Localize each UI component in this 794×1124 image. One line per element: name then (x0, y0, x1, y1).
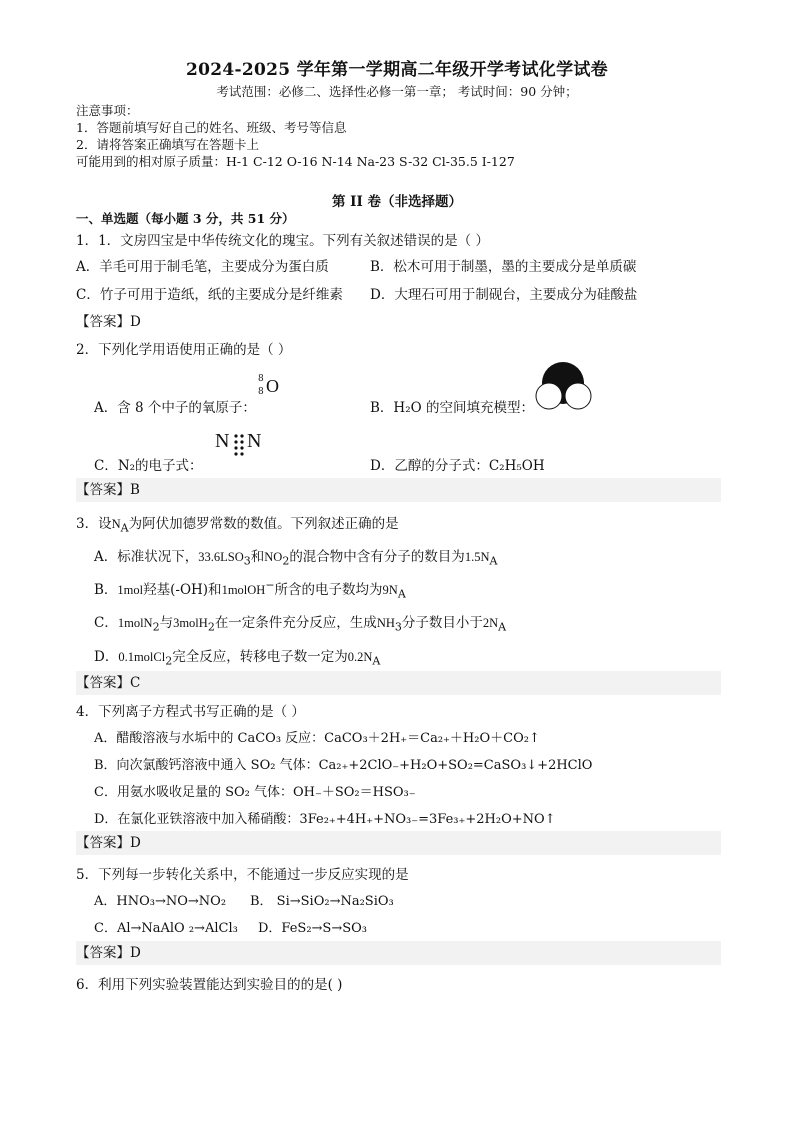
q3-na-sub: A (120, 521, 129, 535)
q3-c-f3-sub: 3 (394, 620, 402, 634)
q2-electron-formula-n-left: N (215, 430, 230, 452)
q2-stem: 2．下列化学用语使用正确的是（ ） (76, 342, 292, 358)
q3-b-f2: 1molOH (221, 583, 266, 597)
q3-a-post: 的混合物中含有分子的数目为 (289, 549, 465, 565)
q2-option-c: C．N₂的电子式： (94, 458, 203, 474)
q3-c-val-sub: A (498, 620, 507, 634)
q3-a-mid: 和 (250, 549, 265, 565)
q4-option-b: B．向次氯酸钙溶液中通入 SO₂ 气体：Ca₂₊+2ClO₋+H₂O+SO₂=CaSO₃↓+2HClO (94, 758, 593, 773)
q1-option-c: C．竹子可用于造纸，纸的主要成分是纤维素 (76, 287, 343, 303)
q5-option-d: D．FeS₂→S→SO₃ (258, 921, 368, 936)
exam-title: 2024-2025 学年第一学期高二年级开学考试化学试卷 (185, 60, 608, 80)
notes-heading: 注意事项： (76, 103, 139, 118)
part-heading: 一、单选题（每小题 3 分，共 51 分） (76, 211, 295, 226)
q3-b-val-sub: A (397, 587, 406, 601)
q5-answer: 【答案】D (76, 941, 721, 965)
q2-electron-formula-n-right: N (247, 430, 262, 452)
q3-a-f2-sub: 2 (282, 554, 290, 568)
q3-c-f2-sub: 2 (207, 620, 215, 634)
q3-option-b (94, 578, 406, 601)
q3-d-val-sub: A (372, 654, 381, 668)
q3-na: N (111, 517, 121, 531)
q4-option-a: A．醋酸溶液与水垢中的 CaCO₃ 反应：CaCO₃＋2H₊＝Ca₂₊＋H₂O＋CO₂↑ (94, 731, 540, 746)
q6-stem: 6．利用下列实验装置能达到实验目的的是( ) (76, 977, 343, 993)
q3-d-pre: D． (94, 649, 119, 665)
q4-answer: 【答案】D (76, 831, 721, 855)
notes-item-2: 2．请将答案正确填写在答题卡上 (76, 137, 259, 152)
q2-option-d: D．乙醇的分子式：C₂H₅OH (370, 458, 545, 474)
q3-a-f1: 33.6LSO (198, 550, 244, 564)
q3-a-f1-sub: 3 (243, 554, 251, 568)
q1-option-d: D．大理石可用于制砚台，主要成分为硅酸盐 (370, 287, 638, 303)
q5-stem: 5．下列每一步转化关系中，不能通过一步反应实现的是 (76, 867, 409, 883)
q1-option-b: B．松木可用于制墨，墨的主要成分是单质碳 (370, 259, 637, 275)
q2-isotope-number: 8 (258, 387, 264, 397)
q3-a-f2: NO (264, 550, 283, 564)
q2-answer: 【答案】B (76, 478, 721, 502)
q3-c-val: 2N (482, 616, 499, 630)
q5-option-b: B． Si→SiO₂→Na₂SiO₃ (250, 894, 394, 909)
q3-c-f1: 1molN (117, 616, 153, 630)
q2-isotope-symbol: O (266, 376, 279, 396)
q4-option-c: C．用氨水吸收足量的 SO₂ 气体：OH₋＋SO₂＝HSO₃₋ (94, 785, 416, 800)
q4-option-d: D．在氯化亚铁溶液中加入稀硝酸：3Fe₂₊+4H₊+NO₃₋=3Fe₃₊+2H₂O+NO↑ (94, 812, 556, 827)
q3-a-val: 1.5N (464, 550, 490, 564)
q3-c-f1-sub: 2 (152, 620, 160, 634)
q3-option-c (94, 611, 506, 634)
q3-b-post: 所含的电子数均为 (274, 582, 383, 598)
q3-answer: 【答案】C (76, 671, 721, 695)
q3-d-f1-sub: 2 (165, 654, 173, 668)
q3-d-val: 0.2N (347, 650, 373, 664)
electron-dots-icon (233, 434, 247, 458)
q3-b-f1: 1mol (117, 583, 144, 597)
q3-a-pre: A．标准状况下， (94, 549, 199, 565)
q3-c-pre: C． (94, 615, 118, 631)
q3-stem (76, 512, 399, 535)
q3-c-f3: NH (376, 616, 395, 630)
q2-isotope-mass: 8 (258, 374, 264, 384)
water-space-filling-model-icon (534, 362, 594, 412)
q3-b-pre: B． (94, 582, 118, 598)
q3-b-mid: 羟基(-OH)和 (143, 582, 222, 598)
q1-answer: 【答案】D (76, 314, 141, 330)
q1-option-a: A．羊毛可用于制毛笔，主要成分为蛋白质 (76, 259, 329, 275)
q3-option-a (94, 545, 497, 568)
q3-option-d (94, 645, 380, 668)
q3-c-post: 分子数目小于 (401, 615, 483, 631)
notes-item-1: 1．答题前填写好自己的姓名、班级、考号等信息 (76, 120, 347, 135)
q3-a-val-sub: A (489, 554, 498, 568)
section-title: 第 II 卷（非选择题） (331, 194, 463, 210)
q3-b-val: 9N (382, 583, 398, 597)
exam-subtitle: 考试范围：必修二、选择性必修一第一章； 考试时间：90 分钟； (216, 84, 578, 99)
q3-stem-post: 为阿伏加德罗常数的数值。下列叙述正确的是 (128, 516, 399, 532)
q3-c-mid2: 在一定条件充分反应，生成 (214, 615, 377, 631)
q2-option-b: B．H₂O 的空间填充模型： (370, 400, 534, 416)
q3-c-mid: 与 (159, 615, 174, 631)
q3-c-f2: 3molH (173, 616, 208, 630)
q2-option-a: A．含 8 个中子的氧原子： (94, 400, 256, 416)
q3-d-post: 完全反应，转移电子数一定为 (172, 649, 348, 665)
q4-stem: 4．下列离子方程式书写正确的是（ ） (76, 704, 305, 720)
atomic-masses: 可能用到的相对原子质量：H-1 C-12 O-16 N-14 Na-23 S-32 Cl-35.5 I-127 (76, 154, 515, 169)
q3-d-f1: 0.1molCl (118, 650, 166, 664)
q5-option-c: C．Al→NaAlO ₂→AlCl₃ (94, 921, 238, 936)
q5-option-a: A．HNO₃→NO→NO₂ (94, 894, 227, 909)
q3-b-f2-sup: − (265, 578, 275, 592)
q1-stem: 1．1．文房四宝是中华传统文化的瑰宝。下列有关叙述错误的是（ ） (76, 233, 489, 249)
q3-stem-pre: 3．设 (76, 516, 112, 532)
